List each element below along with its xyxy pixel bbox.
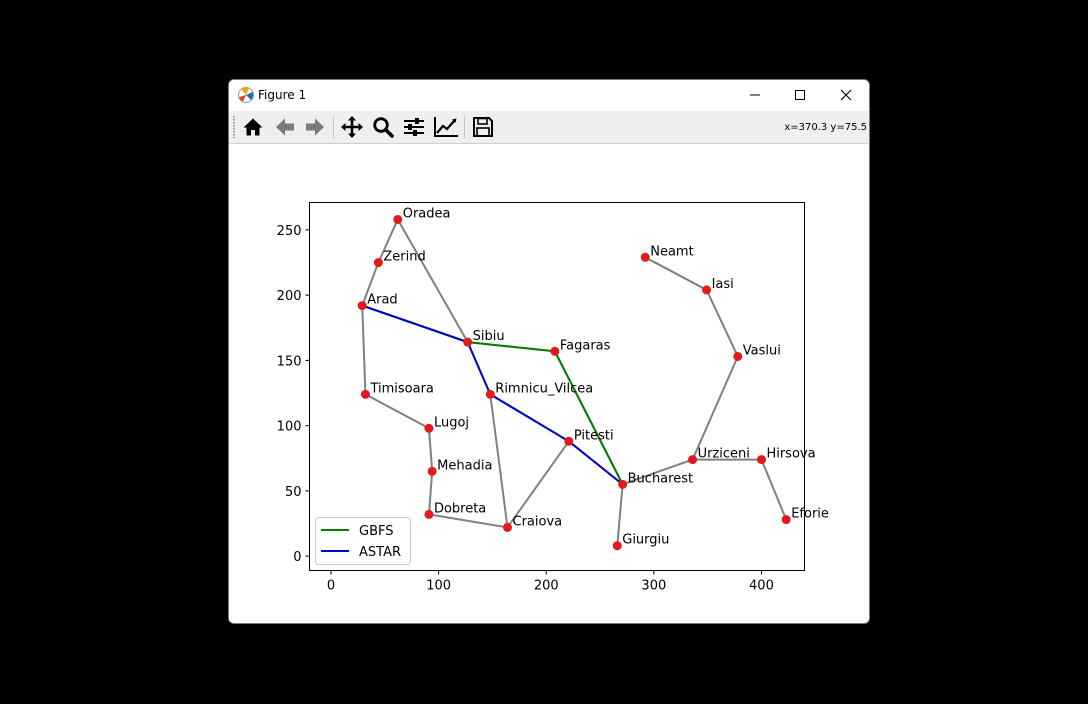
node-giurgiu (613, 541, 622, 550)
toolbar-separator (333, 116, 334, 138)
sliders-icon (403, 116, 425, 138)
title-bar[interactable] (229, 80, 869, 111)
plot-area[interactable] (229, 144, 869, 623)
legend-label-astar: ASTAR (359, 545, 402, 560)
node-label-urziceni: Urziceni (697, 446, 750, 462)
y-tick-label: 50 (284, 484, 302, 500)
node-hirsova (757, 455, 766, 464)
edge-urziceni-vaslui (693, 356, 738, 459)
close-icon (840, 89, 852, 101)
toolbar-separator (464, 116, 465, 138)
node-zerind (374, 258, 383, 267)
x-tick-label: 400 (749, 578, 774, 594)
window-title: Figure 1 (258, 88, 307, 102)
navigation-toolbar (229, 111, 869, 144)
minimize-button[interactable] (732, 80, 778, 110)
node-label-zerind: Zerind (383, 249, 426, 265)
node-label-mehadia: Mehadia (437, 458, 493, 474)
home-icon (242, 116, 264, 138)
save-button[interactable] (470, 115, 496, 139)
node-arad (358, 301, 367, 310)
node-label-craiova: Craiova (512, 514, 563, 530)
maximize-button[interactable] (777, 80, 823, 110)
edge-hirsova-eforie (761, 460, 786, 520)
x-tick-label: 200 (533, 578, 559, 594)
node-fagaras (550, 347, 559, 356)
node-lugoj (424, 424, 433, 433)
edge-vaslui-iasi (707, 290, 738, 357)
node-mehadia (428, 467, 437, 476)
node-bucharest (618, 480, 627, 489)
edge-lugoj-mehadia (429, 428, 432, 471)
y-tick-label: 250 (276, 223, 302, 239)
edge-rimnicu-vilcea-craiova (490, 394, 507, 527)
minimize-icon (749, 89, 761, 101)
y-tick-label: 150 (276, 354, 302, 370)
edge-arad-timisoara (362, 306, 365, 395)
edit-axes-button[interactable] (433, 115, 459, 139)
matplotlib-logo-icon (237, 86, 255, 104)
arrow-left-icon (274, 116, 296, 138)
home-button[interactable] (240, 115, 266, 139)
y-tick-label: 100 (276, 419, 302, 435)
node-pitesti (564, 437, 573, 446)
node-label-eforie: Eforie (791, 506, 829, 522)
node-label-timisoara: Timisoara (370, 381, 434, 397)
maximize-icon (794, 89, 806, 101)
node-label-rimnicu-vilcea: Rimnicu_Vilcea (495, 381, 594, 397)
node-neamt (641, 253, 650, 262)
edge-oradea-sibiu (398, 219, 468, 342)
node-vaslui (733, 352, 742, 361)
node-urziceni (688, 455, 697, 464)
back-button[interactable] (272, 115, 298, 139)
y-tick-label: 200 (276, 289, 302, 305)
node-label-hirsova: Hirsova (766, 446, 816, 462)
toolbar-grip[interactable] (233, 116, 235, 138)
legend-label-gbfs: GBFS (359, 524, 394, 539)
node-timisoara (361, 390, 370, 399)
node-label-dobreta: Dobreta (433, 501, 487, 517)
node-label-lugoj: Lugoj (433, 415, 470, 431)
node-label-bucharest: Bucharest (627, 471, 694, 487)
node-oradea (393, 215, 402, 224)
node-label-oradea: Oradea (402, 206, 451, 222)
figure-window (228, 79, 870, 624)
node-rimnicu-vilcea (486, 390, 495, 399)
x-tick-label: 100 (426, 578, 452, 594)
y-tick-label: 0 (293, 550, 302, 566)
edge-timisoara-lugoj (365, 394, 428, 428)
edge-iasi-neamt (645, 257, 706, 290)
node-dobreta (424, 510, 433, 519)
x-tick-label: 0 (326, 578, 336, 594)
x-tick-label: 300 (641, 578, 667, 594)
node-iasi (702, 285, 711, 294)
node-sibiu (463, 338, 472, 347)
subplots-button[interactable] (401, 115, 427, 139)
figure-canvas[interactable] (229, 144, 869, 623)
magnifier-icon (372, 116, 394, 138)
node-craiova (503, 523, 512, 532)
edge-mehadia-dobreta (429, 471, 432, 514)
cursor-coordinates: x=370.3 y=75.5 (784, 122, 867, 133)
node-label-iasi: Iasi (711, 276, 734, 292)
forward-button[interactable] (302, 115, 328, 139)
node-label-sibiu: Sibiu (472, 329, 505, 345)
node-label-fagaras: Fagaras (559, 338, 611, 354)
move-icon (340, 115, 364, 139)
node-label-neamt: Neamt (650, 244, 694, 260)
arrow-right-icon (304, 116, 326, 138)
node-label-arad: Arad (367, 292, 398, 308)
floppy-icon (472, 116, 494, 138)
node-label-vaslui: Vaslui (742, 343, 781, 359)
node-label-pitesti: Pitesti (573, 428, 614, 444)
line-chart-icon (433, 116, 459, 138)
pan-button[interactable] (339, 115, 365, 139)
zoom-button[interactable] (370, 115, 396, 139)
node-label-giurgiu: Giurgiu (622, 532, 670, 548)
node-eforie (782, 515, 791, 524)
close-button[interactable] (823, 80, 869, 110)
